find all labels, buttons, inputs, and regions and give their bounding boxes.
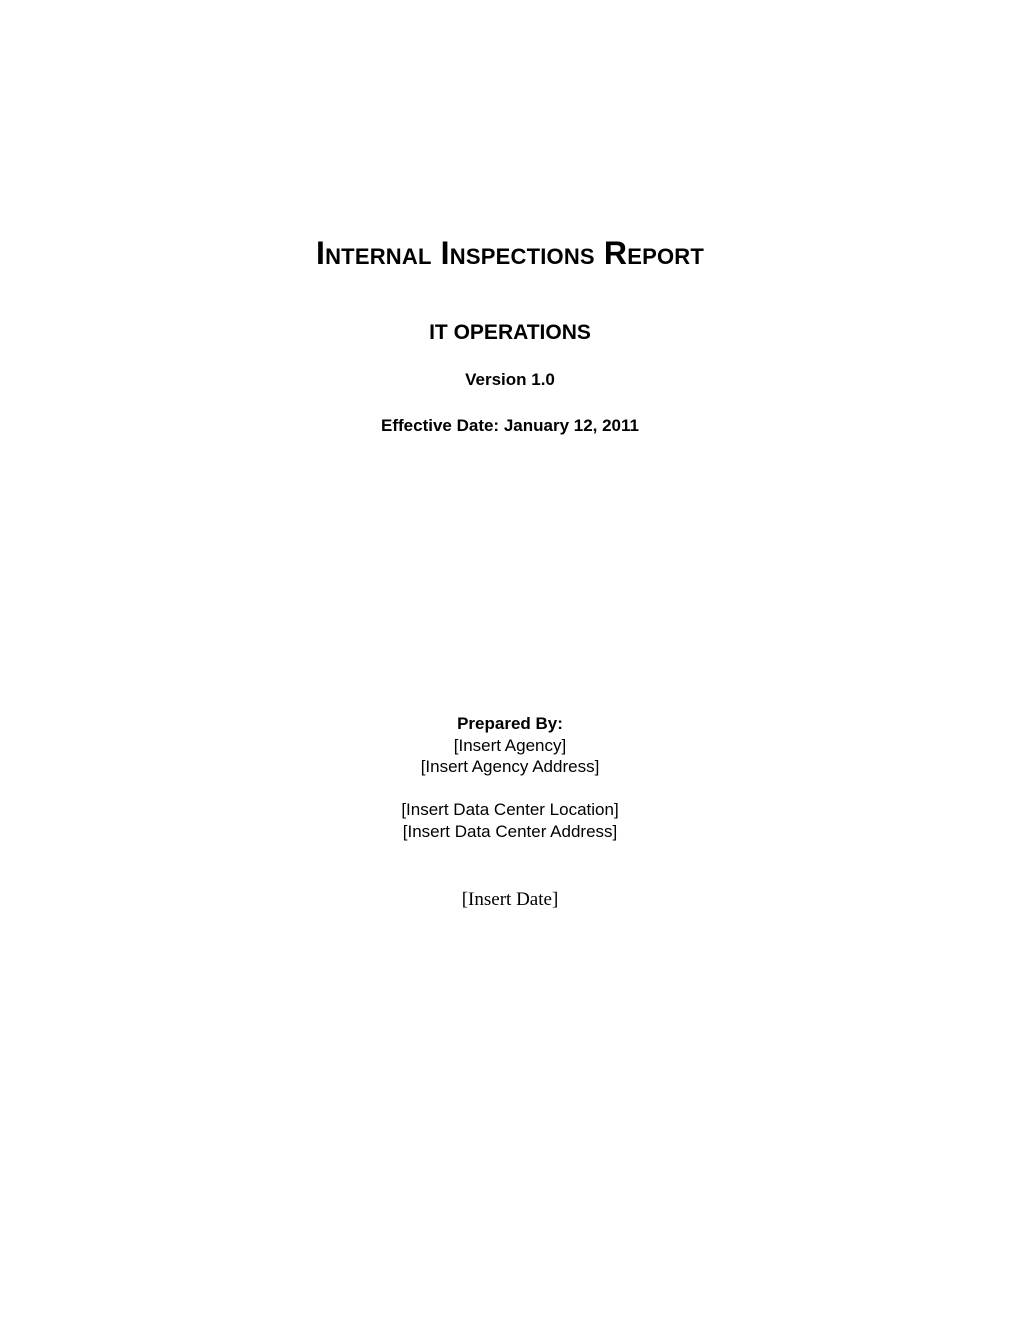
prepared-by-label: Prepared By: (457, 714, 563, 733)
document-subtitle: IT OPERATIONS (429, 321, 591, 344)
agency-placeholder: [Insert Agency] (453, 735, 567, 755)
spacer (0, 778, 1020, 800)
data-center-location-placeholder: [Insert Data Center Location] (401, 800, 619, 819)
date-placeholder: [Insert Date] (461, 889, 559, 910)
prepared-by-section (0, 713, 1020, 842)
version-label: Version 1.0 (465, 370, 555, 389)
document-title: Internal Inspections Report (316, 235, 704, 271)
agency-address-placeholder: [Insert Agency Address] (420, 757, 600, 776)
data-center-address-placeholder: [Insert Data Center Address] (402, 821, 618, 841)
effective-date: Effective Date: January 12, 2011 (381, 416, 639, 435)
